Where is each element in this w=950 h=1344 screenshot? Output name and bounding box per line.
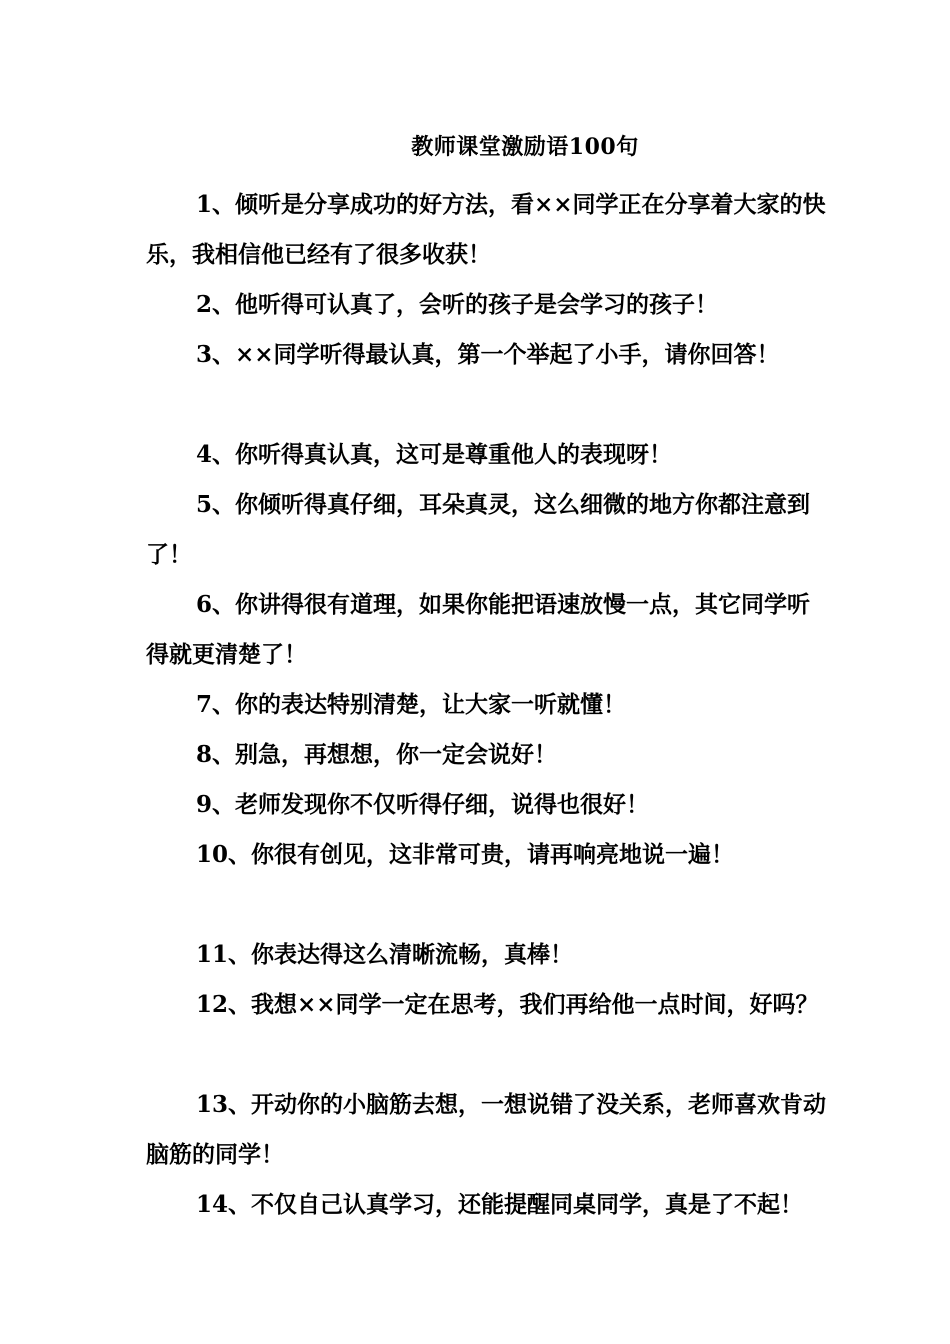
list-item: 6、你讲得很有道理，如果你能把语速放慢一点，其它同学听得就更清楚了！ — [146, 591, 811, 668]
document-body — [146, 180, 826, 1230]
paragraph-gap — [146, 380, 826, 430]
list-item: 4、你听得真认真，这可是尊重他人的表现呀！ — [196, 441, 673, 468]
document-title: 教师课堂激励语100句 — [411, 134, 639, 160]
list-item: 7、你的表达特别清楚，让大家一听就懂！ — [196, 691, 627, 718]
list-item: 3、××同学听得最认真，第一个举起了小手，请你回答！ — [196, 341, 780, 368]
list-item: 8、别急，再想想，你一定会说好！ — [196, 741, 558, 768]
list-item: 14、不仅自己认真学习，还能提醒同桌同学，真是了不起！ — [196, 1191, 804, 1218]
paragraph-gap — [146, 880, 826, 930]
list-item: 11、你表达得这么清晰流畅，真棒！ — [196, 941, 574, 968]
paragraph-gap — [146, 1030, 826, 1080]
list-item: 10、你很有创见，这非常可贵，请再响亮地说一遍！ — [196, 841, 735, 868]
list-item: 5、你倾听得真仔细，耳朵真灵，这么细微的地方你都注意到了！ — [146, 491, 811, 568]
list-item: 9、老师发现你不仅听得仔细，说得也很好！ — [196, 791, 650, 818]
list-item: 12、我想××同学一定在思考，我们再给他一点时间，好吗？ — [196, 991, 819, 1018]
list-item: 2、他听得可认真了，会听的孩子是会学习的孩子！ — [196, 291, 719, 318]
list-item: 13、开动你的小脑筋去想，一想说错了没关系，老师喜欢肯动脑筋的同学！ — [146, 1091, 827, 1168]
list-item: 1、倾听是分享成功的好方法，看××同学正在分享着大家的快乐，我相信他已经有了很多收获！ — [146, 191, 826, 268]
